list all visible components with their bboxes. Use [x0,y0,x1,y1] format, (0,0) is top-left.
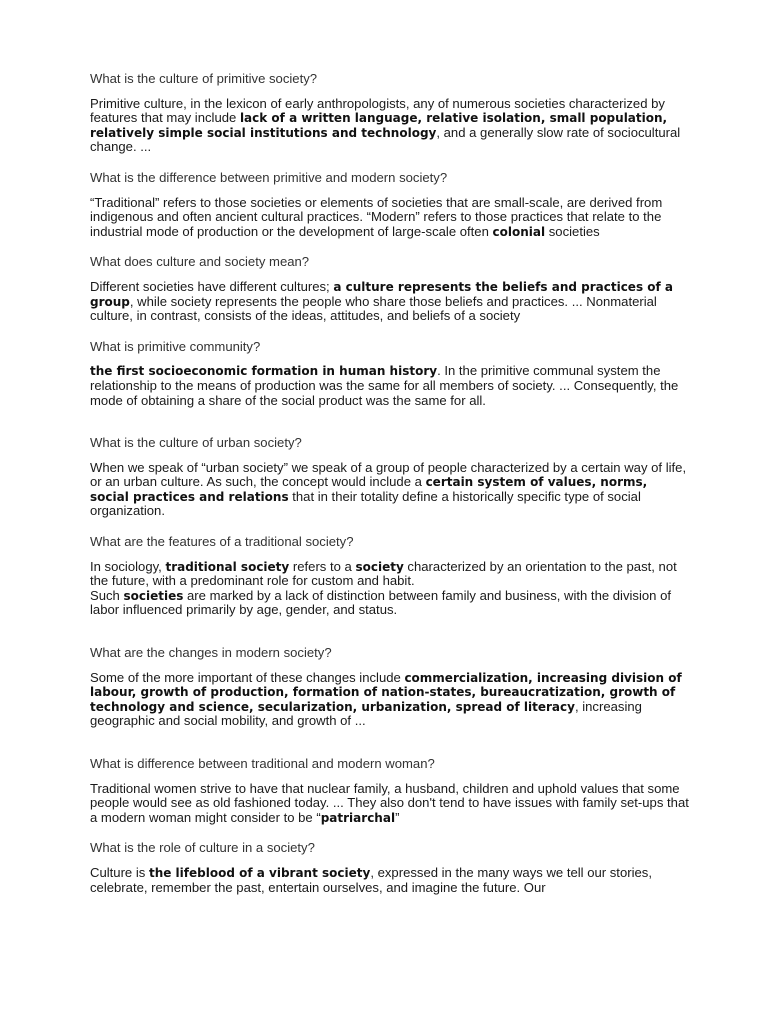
answer-paragraph [90,782,690,826]
answer-text: , expressed in the many ways we tell our stories, celebrate, remember the past, entertain ourselves, and imagine the future. Our [90,864,652,895]
answer-paragraph [90,97,690,155]
answer-paragraph [90,560,690,618]
qa-block [90,535,690,618]
question-heading: What is the role of culture in a society? [90,840,315,856]
answer-highlight: a culture represents the beliefs and practices of a group [90,279,674,309]
answer-paragraph [90,671,690,729]
answer-highlight: societies [123,588,184,603]
answer-paragraph [90,461,690,519]
question-heading: What does culture and society mean? [90,254,310,270]
qa-block [90,72,690,155]
answer-highlight: colonial [492,224,546,239]
answer-text: “Traditional” refers to those societies or elements of societies that are small-scale, are derived from indigenous and often ancient cultural practices. “Modern” refers to those practices that relate to the industrial mode of production or the development of large-scale often [90,194,663,239]
question-heading: What is the culture of urban society? [90,435,302,451]
qa-block [90,340,690,408]
answer-highlight: traditional society [165,559,290,574]
answer-highlight: the first socioeconomic formation in human history [90,364,438,379]
answer-text: Culture is [90,864,149,880]
answer-text: Different societies have different cultures; [90,278,334,294]
answer-text: refers to a [289,558,356,574]
answer-text: . In the primitive communal system the relationship to the means of production was the same for all members of society. ... Consequently, the mode of obtaining a share of the social product was the same for all. [90,363,679,408]
answer-text: , increasing geographic and social mobility, and growth of ... [90,698,642,729]
question-heading: What is the difference between primitive and modern society? [90,169,448,185]
answer-text: In sociology, [90,558,166,574]
answer-text: When we speak of “urban society” we speak of a group of people characterized by a certain way of life, or an urban culture. As such, the concept would include a [90,459,687,490]
answer-highlight: lack of a written language, relative isolation, small population, relatively simple social institutions and technology [90,111,668,140]
qa-block [90,436,690,519]
answer-highlight: commercialization, increasing division of labour, growth of production, formation of nation-states, bureaucratization, growth of technology and science, secularization, urbanization, spread of literacy [90,670,682,714]
answer-text: , while society represents the people who share those beliefs and practices. ... Nonmaterial culture, in contrast, consists of the ideas, attitudes, and beliefs of a society [90,293,657,324]
answer-text: societies [545,223,600,239]
question-heading: What is difference between traditional and modern woman? [90,756,435,771]
answer-highlight: certain system of values, norms, social practices and relations [90,475,648,504]
answer-text: Such [90,587,124,603]
answer-highlight: the lifeblood of a vibrant society [148,865,371,880]
qa-block [90,757,690,825]
answer-text: , and a generally slow rate of sociocultural change. ... [90,124,681,155]
answer-text: ” [395,809,400,825]
answer-text: Primitive culture, in the lexicon of early anthropologists, any of numerous societies characterized by features that may include [90,95,665,126]
qa-block [90,171,690,239]
question-heading: What is the culture of primitive society? [90,71,318,86]
qa-block [90,646,690,729]
question-heading: What are the features of a traditional society? [90,534,354,550]
answer-paragraph [90,196,690,240]
answer-paragraph [90,866,690,895]
question-heading: What is primitive community? [90,338,261,354]
document-page [90,72,690,911]
qa-block [90,841,690,895]
answer-text: characterized by an orientation to the past, not the future, with a predominant role for custom and habit. [90,558,677,589]
answer-highlight: society [355,559,404,574]
answer-text: that in their totality define a historically specific type of social organization. [90,488,641,519]
question-heading: What are the changes in modern society? [90,645,332,661]
answer-paragraph [90,364,690,408]
answer-highlight: patriarchal [320,810,396,825]
answer-paragraph [90,280,690,324]
answer-text: Traditional women strive to have that nuclear family, a husband, children and uphold values that some people would see as old fashioned today. ... They also don't tend to have issues with family set-ups that a modern woman might consider to be “ [90,780,689,825]
qa-block [90,255,690,323]
answer-text: are marked by a lack of distinction between family and business, with the division of labor influenced primarily by age, gender, and status. [90,587,672,618]
answer-text: Some of the more important of these changes include [90,669,405,685]
